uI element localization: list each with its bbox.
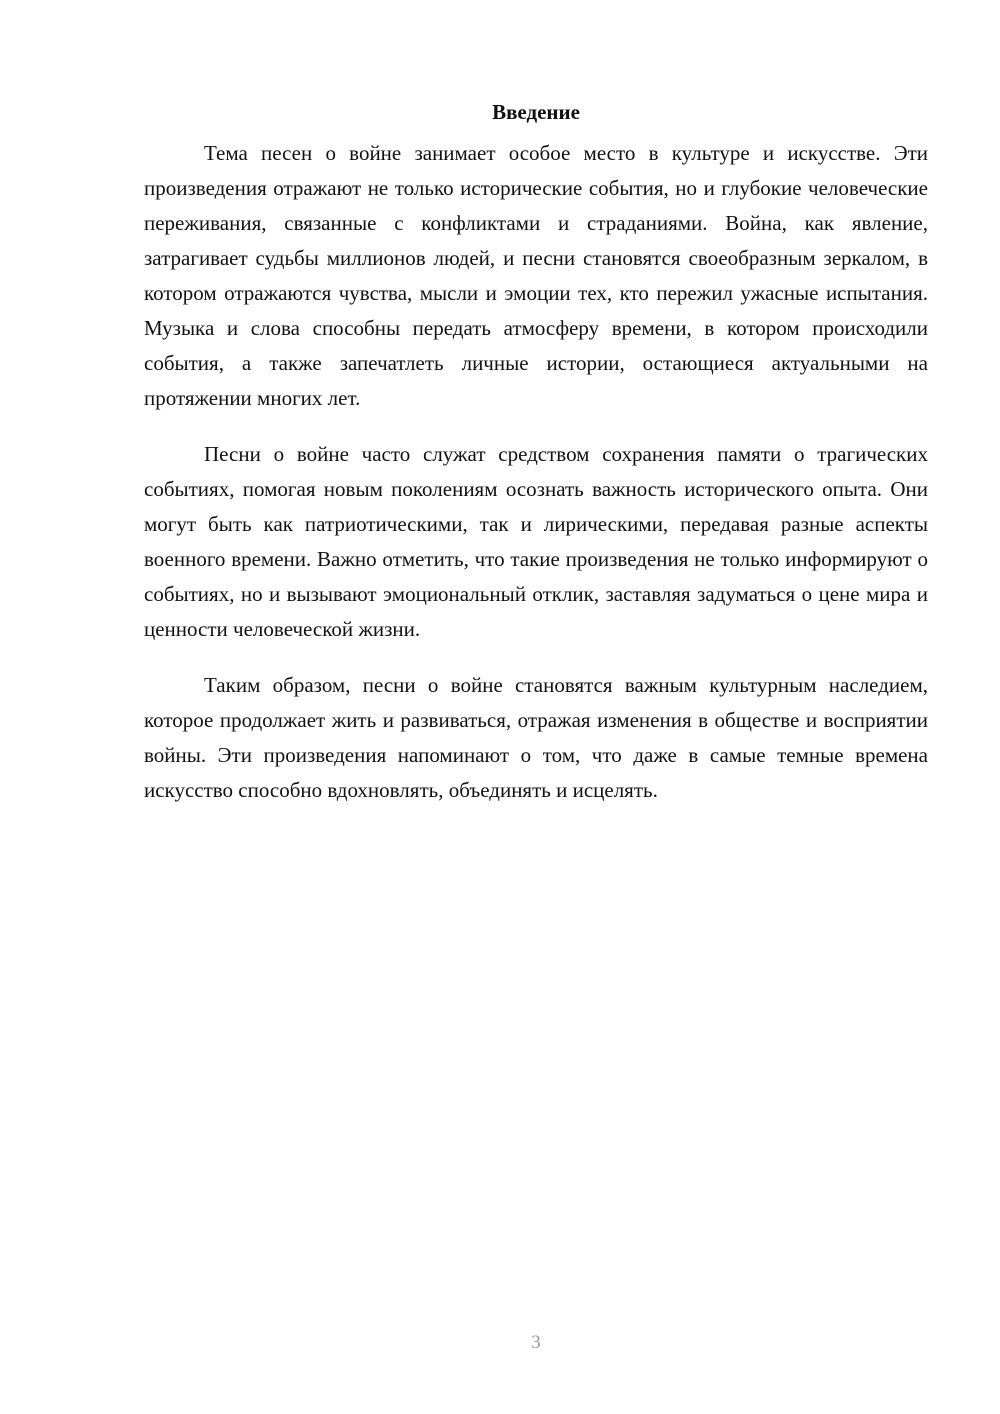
paragraph-2: Песни о войне часто служат средством сохранения памяти о трагических событиях, помогая новым поколениям осознать важность исторического опыта. Они могут быть как патриотическими, так и лирическими, передавая разные аспекты военного времени. Важно отметить, что такие произведения не только информируют о событиях, но и вызывают эмоциональный отклик, заставляя задуматься о цене мира и ценности человеческой жизни.	[144, 442, 928, 641]
page-content	[144, 96, 928, 829]
paragraph-3: Таким образом, песни о войне становятся важным культурным наследием, которое продолжает жить и развиваться, отражая изменения в обществе и восприятии войны. Эти произведения напоминают о том, что даже в самые темные времена искусство способно вдохновлять, объединять и исцелять.	[144, 673, 928, 802]
section-title: Введение	[492, 100, 580, 124]
page-number: 3	[531, 1332, 541, 1353]
paragraph-1: Тема песен о войне занимает особое место в культуре и искусстве. Эти произведения отражают не только исторические события, но и глубокие человеческие переживания, связанные с конфликтами и страданиями. Война, как явление, затрагивает судьбы миллионов людей, и песни становятся своеобразным зеркалом, в котором отражаются чувства, мысли и эмоции тех, кто пережил ужасные испытания. Музыка и слова способны передать атмосферу времени, в котором происходили события, а также запечатлеть личные истории, остающиеся актуальными на протяжении многих лет.	[144, 141, 928, 410]
